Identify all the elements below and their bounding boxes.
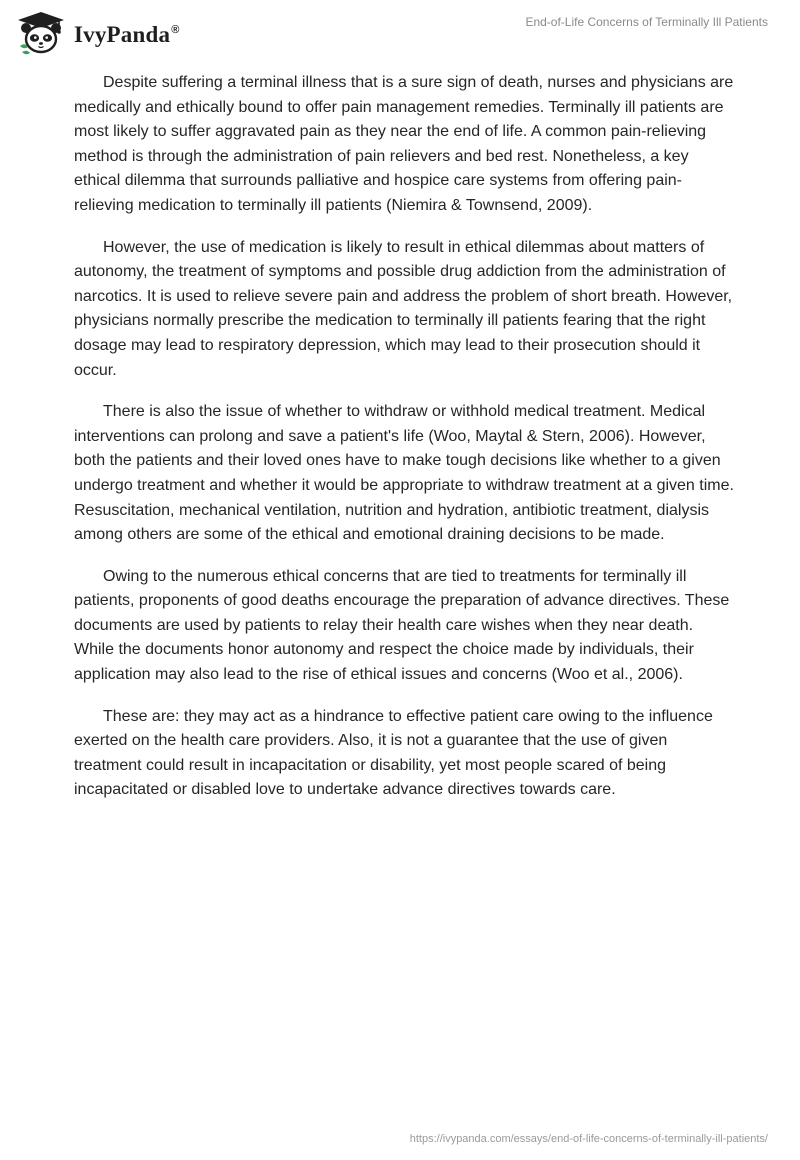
document-title: End-of-Life Concerns of Terminally Ill Patients: [525, 15, 768, 29]
brand-logo[interactable]: [14, 8, 180, 58]
paragraph-3: There is also the issue of whether to withdraw or withhold medical treatment. Medical interventions can prolong and save a patient's life (Woo, Maytal & Stern, 2006). However, both the patients and their loved ones have to make tough decisions like whether to a given undergo treatment and whether it would be appropriate to withdraw treatment at a given time. Resuscitation, mechanical ventilation, nutrition and hydration, antibiotic treatment, dialysis among others are some of the ethical and emotional draining decisions to be made.: [74, 403, 734, 544]
paragraph-5: These are: they may act as a hindrance to effective patient care owing to the influence exerted on the health care providers. Also, it is not a guarantee that the use of given treatment could result in incapacitation or disability, yet most people scared of being incapacitated or disabled love to undertake advance directives towards care.: [74, 707, 713, 799]
brand-name: IvyPanda®: [74, 22, 180, 47]
paragraph-1: Despite suffering a terminal illness that is a sure sign of death, nurses and physicians are medically and ethically bound to offer pain management remedies. Terminally ill patients are most likely to suffer aggravated pain as they near the end of life. A common pain-relieving method is through the administration of pain relievers and bed rest. Nonetheless, a key ethical dilemma that surrounds palliative and hospice care systems from offering pain-relieving medication to terminally ill patients (Niemira & Townsend, 2009).: [74, 74, 734, 214]
source-url-link[interactable]: https://ivypanda.com/essays/end-of-life-concerns-of-terminally-ill-patients/: [409, 1133, 768, 1145]
page-header: [0, 0, 800, 70]
paragraph-2: However, the use of medication is likely to result in ethical dilemmas about matters of autonomy, the treatment of symptoms and possible drug addiction from the administration of narcotics. It is used to relieve severe pain and address the problem of short breath. However, physicians normally prescribe the medication to terminally ill patients fearing that the right dosage may lead to respiratory depression, which may lead to their prosecution should it occur.: [74, 238, 733, 379]
panda-graduation-cap-icon: [14, 9, 68, 57]
paragraph-4: Owing to the numerous ethical concerns that are tied to treatments for terminally ill patients, proponents of good deaths encourage the preparation of advance directives. These documents are used by patients to relay their health care wishes when they near death. While the documents honor autonomy and respect the choice made by individuals, their application may also lead to the rise of ethical issues and concerns (Woo et al., 2006).: [74, 567, 730, 684]
essay-body: [74, 71, 734, 820]
registered-mark: ®: [171, 24, 180, 37]
